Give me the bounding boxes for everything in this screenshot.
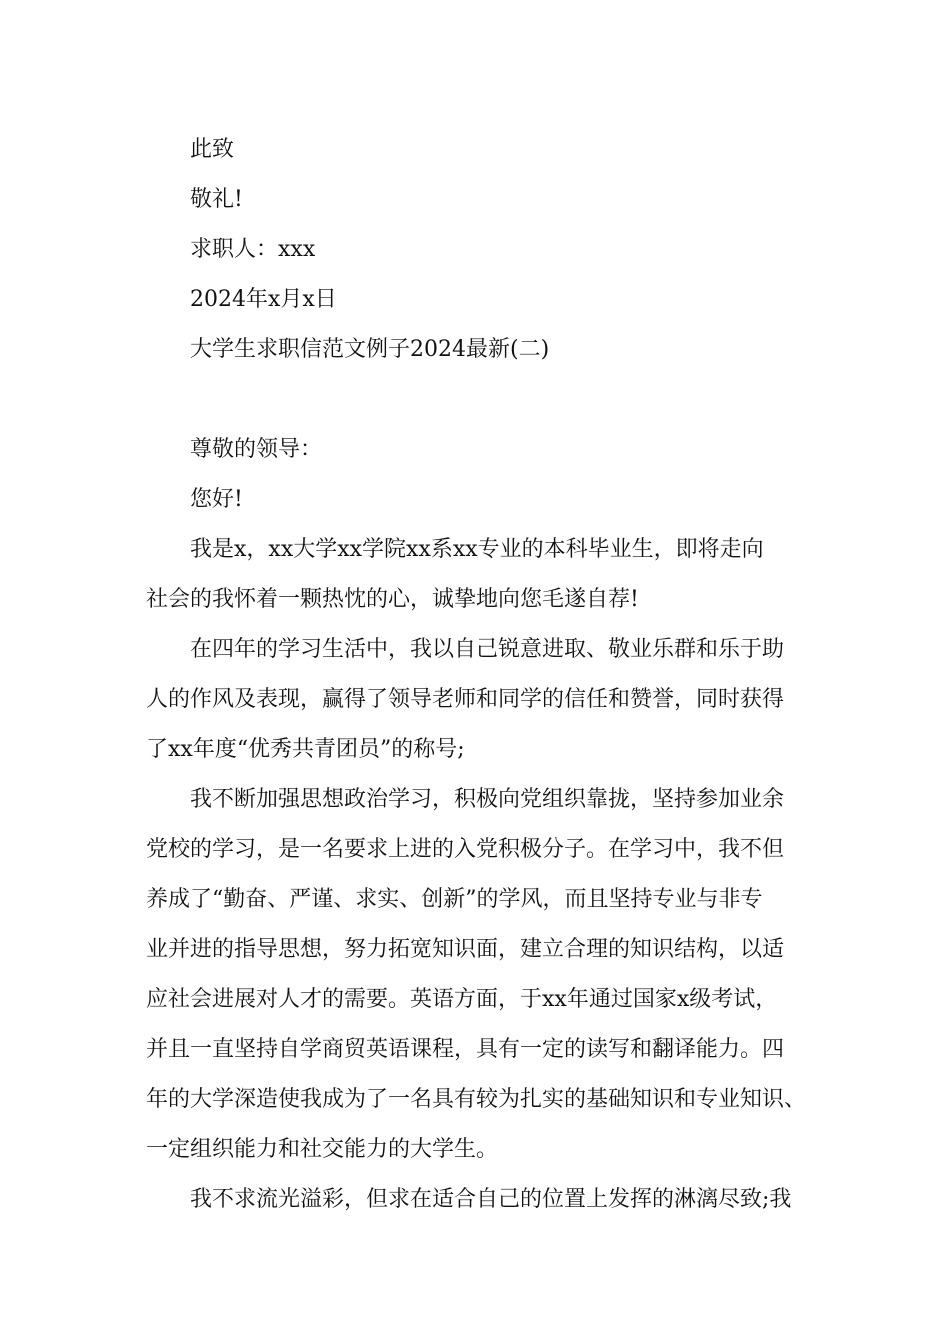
paragraph-4-line-1: 我不求流光溢彩，但求在适合自己的位置上发挥的淋漓尽致;我 [190,1187,792,1212]
paragraph-1-line-2: 社会的我怀着一颗热忱的心，诚挚地向您毛遂自荐! [146,587,639,612]
section-heading: 大学生求职信范文例子2024最新(二) [190,337,550,362]
paragraph-2-line-2: 人的作风及表现，赢得了领导老师和同学的信任和赞誉，同时获得 [146,687,785,712]
paragraph-3-line-3: 养成了“勤奋、严谨、求实、创新”的学风，而且坚持专业与非专 [146,887,763,912]
paragraph-3-line-7: 年的大学深造使我成为了一名具有较为扎实的基础知识和专业知识、 [146,1087,807,1112]
paragraph-3-line-5: 应社会进展对人才的需要。英语方面，于xx年通过国家x级考试， [146,987,778,1012]
paragraph-3-line-8: 一定组织能力和社交能力的大学生。 [146,1137,499,1162]
paragraph-2-line-3: 了xx年度“优秀共青团员”的称号; [146,737,465,762]
paragraph-3-line-2: 党校的学习，是一名要求上进的入党积极分子。在学习中，我不但 [146,837,785,862]
greeting: 您好! [190,487,243,512]
date-line: 2024年x月x日 [190,287,337,312]
paragraph-2-line-1: 在四年的学习生活中，我以自己锐意进取、敬业乐群和乐于助 [190,637,785,662]
closing-line-1: 此致 [190,137,235,162]
paragraph-3-line-4: 业并进的指导思想，努力拓宽知识面，建立合理的知识结构，以适 [146,937,785,962]
paragraph-1-line-1: 我是x，xx大学xx学院xx系xx专业的本科毕业生，即将走向 [190,537,764,562]
applicant-line: 求职人：xxx [190,237,316,262]
paragraph-3-line-1: 我不断加强思想政治学习，积极向党组织靠拢，坚持参加业余 [190,787,785,812]
closing-line-2: 敬礼! [190,187,243,212]
paragraph-3-line-6: 并且一直坚持自学商贸英语课程，具有一定的读写和翻译能力。四 [146,1037,785,1062]
salutation: 尊敬的领导： [190,437,323,462]
